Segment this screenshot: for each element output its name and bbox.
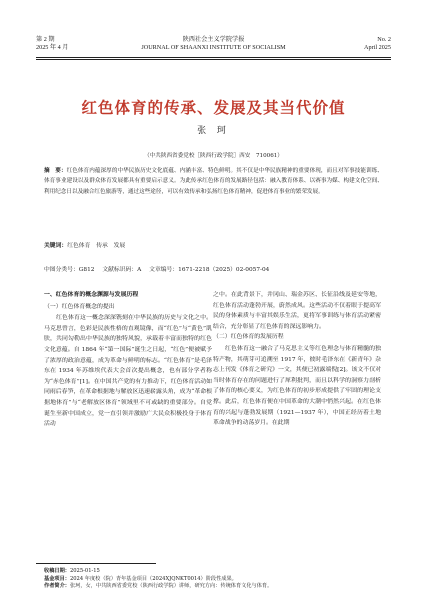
journal-name-en: JOURNAL OF SHAANXI INSTITUTE OF SOCIALISM (141, 44, 286, 51)
header-rule-top (36, 57, 391, 58)
abstract-text: 红色体育内蕴深厚的中华民族历史文化底蕴、内涵丰富、特色鲜明。其不仅是中华民族精神的重要体现，而且对军事技能训练、体育事业建设以及群众体育发展都具有重要启示意义。为此传承红色体育的发展路径包括：融入教育体系、以赛事为媒、构建文化空间、利用纪念日以及融合红色旅游等，通过这些途径，可以有效传承和弘扬红色体育精神，促进体育事业的繁荣发展。 (44, 168, 383, 195)
article-number: 文章编号：1671-2218（2025）02-0057-04 (149, 267, 270, 273)
subsection-heading: （一）红色体育概念的提出 (44, 303, 115, 310)
article-title: 红色体育的传承、发展及其当代价值 (81, 98, 346, 117)
body-column-right (213, 290, 381, 429)
fund-project: 基金项目：2024 年度校（院）青年基金项目（2024XJQNKT0014）阶段性成果。 (44, 575, 237, 582)
document-code: 文献标识码：A (102, 267, 142, 273)
author-bio: 作者简介：张珂，女，中共陕西省委党校（陕西行政学院）讲师，研究方向：传统体育文化与体育。 (44, 583, 273, 590)
issue-en: No. 2 (377, 36, 391, 43)
footnote-rule (36, 563, 156, 564)
abstract (44, 166, 383, 197)
paragraph: 红色体育这一融合了马克思主义等红色理念与体育精髓的独特产物，其萌芽可追溯至 1917 年，彼时毛泽东在《新青年》杂志上刊发《体育之研究》一文，其便已初露端倪[2]。该文不仅对当时体育存在的问题进行了犀利批判，而且以科学的洞察力剖析了体育的核心要义，为红色体育的初步形成提供了牢固的理论支撑。此后，红色体育便在中国革命的大潮中悄然兴起。在红色体育的兴起与蓬勃发展期（1921—1937 年），中国正经历着土地革命战争的动荡岁月。在此期 (213, 345, 381, 427)
subsection-heading: （二）红色体育的发展历程 (213, 334, 284, 341)
running-header (36, 36, 391, 58)
received-date: 收稿日期：2025-01-15 (44, 568, 100, 574)
author-affiliation: （中共陕西省委党校［陕西行政学院］西安 710061） (144, 153, 283, 159)
article-author: 张 珂 (197, 126, 230, 136)
header-center (36, 36, 391, 52)
header-right (364, 36, 391, 52)
issue-cn: 第 2 期 (36, 36, 55, 43)
clc-number: 中图分类号：G812 (44, 267, 95, 273)
keywords-text: 红色体育 传承 发展 (67, 243, 126, 249)
section-heading: 一、红色体育的概念渊源与发展历程 (44, 291, 139, 298)
body-column-left (44, 290, 212, 430)
keywords (44, 240, 383, 249)
classification-line (44, 264, 383, 273)
header-rule-bottom (36, 59, 391, 60)
date-en: April 2025 (364, 44, 391, 51)
footnote (44, 568, 391, 591)
abstract-label: 摘 要： (44, 168, 67, 174)
paragraph-continued: 之中。在此背景下，井冈山、瑞金苏区、长征沿线及延安等地，红色体育活动蓬勃开展，蔚然成风。这些活动不仅着眼于提高军民的身体素质与丰富其娱乐生活，更将军事训练与体育活动紧密结合，充分彰显了红色体育的深远影响力。 (213, 292, 381, 330)
date-cn: 2025 年 4 月 (36, 44, 69, 51)
paragraph: 红色体育这一概念深深镌刻在中华民族的历史与文化之中。马克思曾言，色彩是民族性格的直观镜像，而“红色”与“黄色”肌肤，共同勾勒出中华民族的独特风貌，承载着丰富而独特的红色文化意蕴。自 1864 年“第一国际”诞生之日起，“红色”便被赋予了浓厚的政治意蕴，成为革命与鲜明的标志。“红色体育”是毛泽东在 1934 年苏维埃代表大会首次提出概念，也有部分学者称为“赤色体育”[1]。在中国共产党的有力推动下，红色体育活动如同雨后春笋，在革命根据地与解放区迅速崭露头角，成为“革命根据地体育”与“老解放区体育”领域里不可或缺的重要部分。自党诞生至新中国成立，党一直引领并激励广大民众积极投身于体育活动 (44, 315, 212, 428)
journal-name-cn: 陕西社会主义学院学报 (182, 36, 245, 43)
keywords-label: 关键词： (44, 243, 68, 249)
